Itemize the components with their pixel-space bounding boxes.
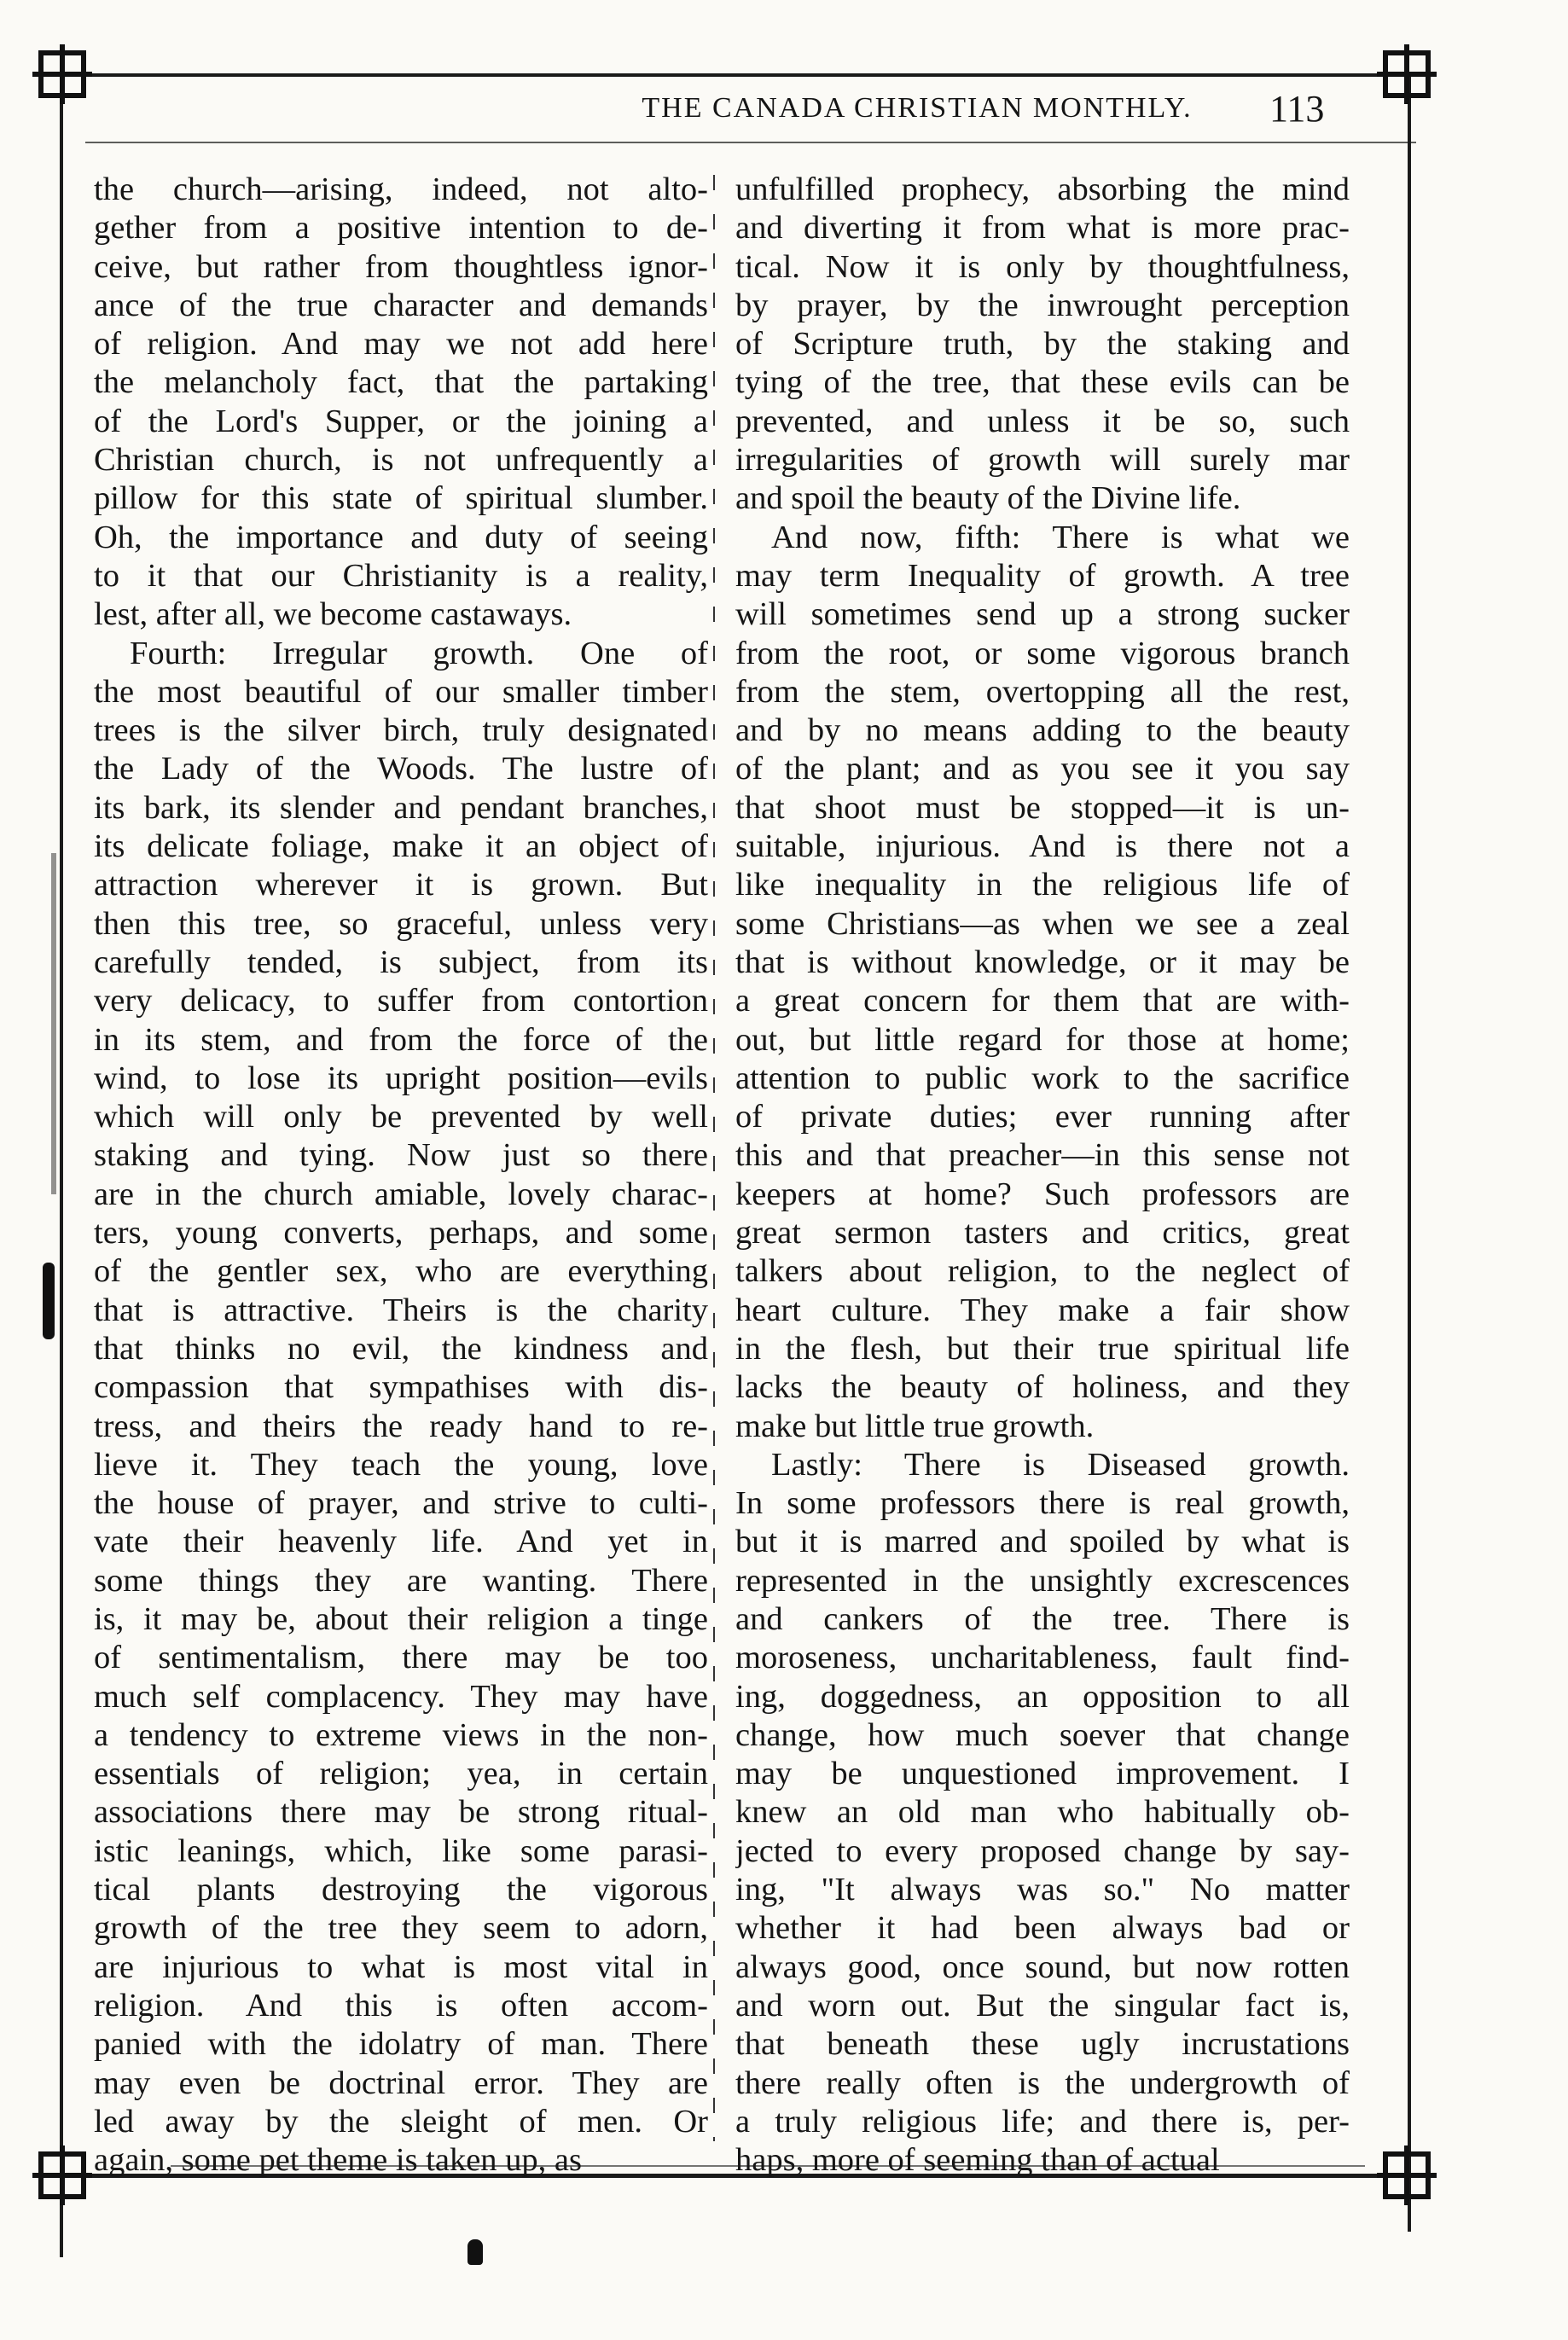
corner-ornament-top-left-icon	[32, 44, 92, 104]
text-line: are in the church amiable, lovely charac-	[94, 1176, 708, 1212]
text-line: ing, doggedness, an opposition to all	[735, 1678, 1350, 1715]
text-line: tical plants destroying the vigorous	[94, 1872, 708, 1908]
text-line: its bark, its slender and pendant branches,	[94, 789, 708, 826]
text-line: that is without knowledge, or it may be	[735, 944, 1350, 980]
text-line: wind, to lose its upright position—evils	[94, 1060, 708, 1096]
text-line: lieve it. They teach the young, love	[94, 1446, 708, 1483]
text-line: of the gentler sex, who are everything	[94, 1253, 708, 1290]
text-line: istic leanings, which, like some parasi-	[94, 1832, 708, 1869]
text-line: of sentimentalism, there may be too	[94, 1640, 708, 1676]
text-line: the melancholy fact, that the partaking	[94, 364, 708, 401]
text-line: heart culture. They make a fair show	[735, 1292, 1350, 1328]
text-line: lest, after all, we become castaways.	[94, 596, 572, 633]
text-line: whether it had been always bad or	[735, 1910, 1350, 1947]
text-line: is, it may be, about their religion a tinge	[94, 1600, 708, 1637]
text-line: then this tree, so graceful, unless very	[94, 905, 708, 942]
text-line: like inequality in the religious life of	[735, 867, 1350, 903]
text-line: the house of prayer, and strive to culti-	[94, 1485, 708, 1522]
text-line: in the flesh, but their true spiritual life	[735, 1330, 1350, 1367]
text-line: of religion. And may we not add here	[94, 326, 708, 363]
text-line: may term Inequality of growth. A tree	[735, 557, 1350, 594]
text-line: and cankers of the tree. There is	[735, 1600, 1350, 1637]
text-line: and spoil the beauty of the Divine life.	[735, 480, 1241, 517]
text-line: compassion that sympathises with dis-	[94, 1369, 708, 1406]
text-line: moroseness, uncharitableness, fault find-	[735, 1640, 1350, 1676]
running-header: THE CANADA CHRISTIAN MONTHLY.	[642, 92, 1193, 124]
text-line: a truly religious life; and there is, per-	[735, 2103, 1350, 2140]
text-line: great sermon tasters and critics, great	[735, 1215, 1350, 1251]
corner-ornament-bottom-right-icon	[1377, 2145, 1437, 2205]
text-line: associations there may be strong ritual-	[94, 1794, 708, 1831]
text-line: led away by the sleight of men. Or	[94, 2103, 708, 2140]
text-line: jected to every proposed change by say-	[735, 1832, 1350, 1869]
text-line: attraction wherever it is grown. But	[94, 867, 708, 903]
frame-right-rule	[1408, 73, 1411, 2232]
text-line: that thinks no evil, the kindness and	[94, 1330, 708, 1367]
text-line: tical. Now it is only by thoughtfulness,	[735, 248, 1350, 285]
text-line: there really often is the undergrowth of	[735, 2064, 1350, 2101]
text-line: haps, more of seeming than of actual	[735, 2142, 1220, 2179]
text-line: that beneath these ugly incrustations	[735, 2026, 1350, 2063]
frame-left-rule	[60, 73, 63, 2257]
page-number: 113	[1269, 88, 1325, 130]
text-line: Oh, the importance and duty of seeing	[94, 519, 708, 555]
text-line: a tendency to extreme views in the non-	[94, 1716, 708, 1753]
text-line: Fourth: Irregular growth. One of	[130, 635, 708, 671]
text-line: by prayer, by the inwrought perception	[735, 287, 1350, 323]
text-line: very delicacy, to suffer from contortion	[94, 983, 708, 1019]
text-line: staking and tying. Now just so there	[94, 1137, 708, 1174]
text-line: suitable, injurious. And is there not a	[735, 828, 1350, 865]
text-line: and diverting it from what is more prac-	[735, 210, 1350, 247]
text-line: of the plant; and as you see it you say	[735, 751, 1350, 787]
frame-top-rule	[60, 73, 1408, 77]
text-line: are injurious to what is most vital in	[94, 1948, 708, 1985]
text-line: irregularities of growth will surely mar	[735, 442, 1350, 479]
text-line: which will only be prevented by well	[94, 1099, 708, 1135]
text-line: from the stem, overtopping all the rest,	[735, 673, 1350, 710]
text-line: ance of the true character and demands	[94, 287, 708, 323]
text-line: essentials of religion; yea, in certain	[94, 1756, 708, 1792]
text-line: some things they are wanting. There	[94, 1562, 708, 1599]
text-line: ceive, but rather from thoughtless ignor-	[94, 248, 708, 285]
text-line: carefully tended, is subject, from its	[94, 944, 708, 980]
text-line: pillow for this state of spiritual slumber.	[94, 480, 708, 517]
text-line: and worn out. But the singular fact is,	[735, 1987, 1350, 2024]
ink-blot-footer	[467, 2239, 483, 2265]
text-line: of the Lord's Supper, or the joining a	[94, 403, 708, 439]
text-line: lacks the beauty of holiness, and they	[735, 1369, 1350, 1406]
text-line: will sometimes send up a strong sucker	[735, 596, 1350, 633]
text-line: make but little true growth.	[735, 1408, 1095, 1444]
corner-ornament-bottom-left-icon	[32, 2145, 92, 2205]
text-line: the Lady of the Woods. The lustre of	[94, 751, 708, 787]
text-line: In some professors there is real growth,	[735, 1485, 1350, 1522]
left-column-text	[94, 171, 708, 2180]
text-line: this and that preacher—in this sense not	[735, 1137, 1350, 1174]
text-line: ters, young converts, perhaps, and some	[94, 1215, 708, 1251]
text-line: knew an old man who habitually ob-	[735, 1794, 1350, 1831]
text-line: its delicate foliage, make it an object of	[94, 828, 708, 865]
column-divider	[713, 175, 715, 2141]
text-line: talkers about religion, to the neglect of	[735, 1253, 1350, 1290]
text-line: that is attractive. Theirs is the charity	[94, 1292, 708, 1328]
text-line: prevented, and unless it be so, such	[735, 403, 1350, 439]
text-line: growth of the tree they seem to adorn,	[94, 1910, 708, 1947]
text-line: vate their heavenly life. And yet in	[94, 1524, 708, 1560]
text-line: much self complacency. They may have	[94, 1678, 708, 1715]
text-line: the most beautiful of our smaller timber	[94, 673, 708, 710]
text-line: tress, and theirs the ready hand to re-	[94, 1408, 708, 1444]
text-line: religion. And this is often accom-	[94, 1987, 708, 2024]
text-line: unfulfilled prophecy, absorbing the mind	[735, 171, 1350, 207]
text-line: of Scripture truth, by the staking and	[735, 326, 1350, 363]
text-line: And now, fifth: There is what we	[771, 519, 1350, 555]
text-line: attention to public work to the sacrifice	[735, 1060, 1350, 1096]
text-line: tying of the tree, that these evils can be	[735, 364, 1350, 401]
text-line: some Christians—as when we see a zeal	[735, 905, 1350, 942]
text-line: change, how much soever that change	[735, 1716, 1350, 1753]
text-line: represented in the unsightly excrescences	[735, 1562, 1350, 1599]
text-line: of private duties; ever running after	[735, 1099, 1350, 1135]
text-line: gether from a positive intention to de-	[94, 210, 708, 247]
text-line: from the root, or some vigorous branch	[735, 635, 1350, 671]
text-line: out, but little regard for those at home;	[735, 1021, 1350, 1058]
text-line: panied with the idolatry of man. There	[94, 2026, 708, 2063]
text-line: a great concern for them that are with-	[735, 983, 1350, 1019]
text-line: ing, "It always was so." No matter	[735, 1872, 1350, 1908]
text-line: Lastly: There is Diseased growth.	[771, 1446, 1350, 1483]
right-column-text	[735, 171, 1350, 2180]
text-line: and by no means adding to the beauty	[735, 712, 1350, 749]
text-line: in its stem, and from the force of the	[94, 1021, 708, 1058]
ink-smudge-left-edge-2	[51, 853, 56, 1194]
text-line: keepers at home? Such professors are	[735, 1176, 1350, 1212]
text-line: may be unquestioned improvement. I	[735, 1756, 1350, 1792]
text-line: trees is the silver birch, truly designated	[94, 712, 708, 749]
ink-smudge-left-edge	[43, 1263, 55, 1339]
text-line: again, some pet theme is taken up, as	[94, 2142, 582, 2179]
text-line: the church—arising, indeed, not alto-	[94, 171, 708, 207]
text-line: but it is marred and spoiled by what is	[735, 1524, 1350, 1560]
text-line: always good, once sound, but now rotten	[735, 1948, 1350, 1985]
text-line: Christian church, is not unfrequently a	[94, 442, 708, 479]
text-line: that shoot must be stopped—it is un-	[735, 789, 1350, 826]
text-line: to it that our Christianity is a reality,	[94, 557, 708, 594]
corner-ornament-top-right-icon	[1377, 44, 1437, 104]
text-line: may even be doctrinal error. They are	[94, 2064, 708, 2101]
